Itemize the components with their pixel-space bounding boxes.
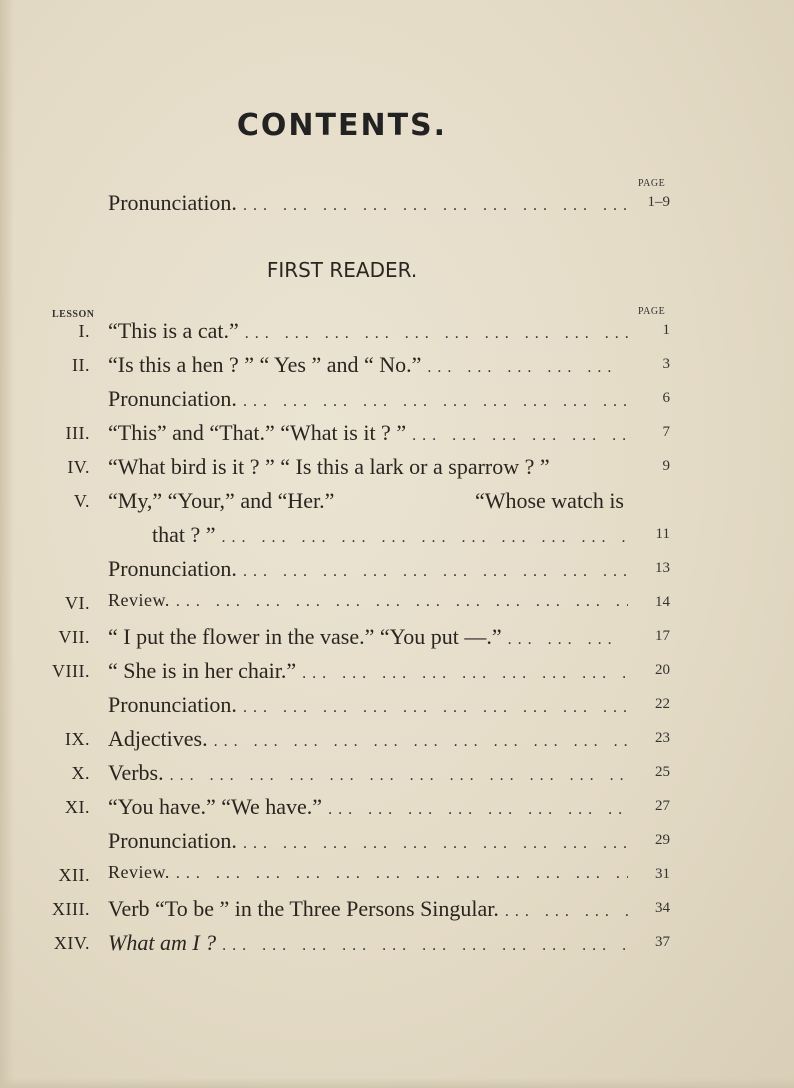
toc-row-continuation bbox=[0, 522, 794, 556]
lesson-number: III. bbox=[65, 423, 90, 443]
entry-text: Pronunciation. bbox=[108, 828, 237, 853]
leader-dots bbox=[505, 903, 628, 921]
leader-dots bbox=[243, 835, 628, 853]
lesson-number: VII. bbox=[58, 627, 90, 647]
entry-page: 31 bbox=[655, 866, 670, 882]
entry-text-wrap bbox=[108, 930, 628, 956]
entry-text: Verbs. bbox=[108, 760, 164, 785]
intro-entry bbox=[0, 190, 794, 224]
entry-page: 6 bbox=[662, 390, 670, 406]
toc-row bbox=[0, 862, 794, 896]
toc-row bbox=[0, 658, 794, 692]
entry-text: Pronunciation. bbox=[108, 556, 237, 581]
leader-dots bbox=[427, 359, 628, 377]
entry-text: “ I put the flower in the vase.” “You put —.” bbox=[108, 624, 502, 649]
entry-text-wrap bbox=[108, 624, 628, 650]
toc-row bbox=[0, 386, 794, 420]
lesson-column-header: LESSON bbox=[52, 309, 95, 320]
toc-row bbox=[0, 828, 794, 862]
toc-row bbox=[0, 454, 794, 488]
entry-text: “Is this a hen ? ” “ Yes ” and “ No.” bbox=[108, 352, 422, 377]
entry-text: Review. bbox=[108, 862, 170, 882]
lesson-number: II. bbox=[72, 355, 90, 375]
toc-row bbox=[0, 488, 794, 522]
entry-page: 7 bbox=[662, 424, 670, 440]
leader-dots bbox=[245, 325, 628, 343]
entry-page: 29 bbox=[655, 832, 670, 848]
entry-page: 37 bbox=[655, 934, 670, 950]
entry-page: 20 bbox=[655, 662, 670, 678]
leader-dots bbox=[170, 767, 628, 785]
entry-text-wrap bbox=[108, 760, 628, 786]
entry-page: 3 bbox=[662, 356, 670, 372]
leader-dots bbox=[176, 865, 628, 883]
toc-row bbox=[0, 692, 794, 726]
lesson-number: XI. bbox=[65, 797, 90, 817]
leader-dots bbox=[243, 563, 628, 581]
leader-dots bbox=[222, 937, 628, 955]
lesson-number: IX. bbox=[65, 729, 90, 749]
toc-row bbox=[0, 760, 794, 794]
entry-page: 13 bbox=[655, 560, 670, 576]
leader-dots bbox=[243, 197, 628, 215]
entry-page: 22 bbox=[655, 696, 670, 712]
page-title: CONTENTS. bbox=[236, 108, 448, 143]
lesson-number: XIV. bbox=[53, 933, 90, 953]
entry-page: 14 bbox=[655, 594, 670, 610]
entry-page: 1–9 bbox=[647, 194, 670, 210]
entry-page: 34 bbox=[655, 900, 670, 916]
entry-page: 25 bbox=[655, 764, 670, 780]
toc-row bbox=[0, 896, 794, 930]
entry-text-wrap bbox=[108, 692, 628, 718]
entry-text-wrap bbox=[108, 896, 628, 922]
toc-row bbox=[0, 352, 794, 386]
leader-dots bbox=[412, 427, 628, 445]
lesson-number: VIII. bbox=[52, 661, 90, 681]
entry-text-line1 bbox=[108, 488, 624, 514]
entry-text-wrap bbox=[108, 658, 628, 684]
entry-page: 1 bbox=[662, 322, 670, 338]
entry-text: “You have.” “We have.” bbox=[108, 794, 323, 819]
entry-text: “What bird is it ? ” “ Is this a lark or a sparrow ? ” bbox=[108, 454, 550, 479]
toc-row bbox=[0, 794, 794, 828]
entry-text: What am I ? bbox=[108, 930, 217, 955]
page-column-header: PAGE bbox=[638, 178, 666, 189]
entry-page: 27 bbox=[655, 798, 670, 814]
entry-text-wrap bbox=[108, 862, 628, 883]
entry-text-wrap bbox=[108, 386, 628, 412]
entry-text: “This is a cat.” bbox=[108, 318, 239, 343]
entry-text-wrap bbox=[108, 794, 628, 820]
entry-text-wrap bbox=[108, 828, 628, 854]
lesson-number: V. bbox=[73, 491, 90, 511]
entry-text: Review. bbox=[108, 590, 170, 610]
lesson-number: VI. bbox=[65, 593, 90, 613]
entry-text-wrap bbox=[152, 522, 628, 548]
entry-text: Pronunciation. bbox=[108, 692, 237, 717]
entry-text: “This” and “That.” “What is it ? ” bbox=[108, 420, 407, 445]
toc-row bbox=[0, 624, 794, 658]
page-bottom-shadow bbox=[0, 1078, 794, 1088]
entry-text-wrap bbox=[108, 190, 628, 216]
entry-text: that ? ” bbox=[152, 522, 216, 547]
lesson-number: XIII. bbox=[52, 899, 90, 919]
entry-text-wrap bbox=[108, 352, 628, 378]
toc-row bbox=[0, 318, 794, 352]
leader-dots bbox=[176, 593, 628, 611]
lesson-number: IV. bbox=[67, 457, 90, 477]
leader-dots bbox=[243, 699, 628, 717]
toc-row bbox=[0, 930, 794, 964]
leader-dots bbox=[302, 665, 628, 683]
entry-text: “ She is in her chair.” bbox=[108, 658, 297, 683]
entry-text-wrap bbox=[108, 590, 628, 611]
leader-dots bbox=[214, 733, 628, 751]
leader-dots bbox=[222, 529, 628, 547]
toc-row bbox=[0, 556, 794, 590]
leader-dots bbox=[328, 801, 628, 819]
section-title: FIRST READER. bbox=[266, 258, 418, 282]
entry-page: 23 bbox=[655, 730, 670, 746]
entry-text-wrap bbox=[108, 556, 628, 582]
lesson-number: I. bbox=[78, 321, 90, 341]
entry-text: Pronunciation. bbox=[108, 190, 237, 215]
lesson-number: X. bbox=[71, 763, 90, 783]
entry-text-wrap bbox=[108, 454, 628, 480]
entry-text-wrap bbox=[108, 318, 628, 344]
leader-dots bbox=[508, 631, 628, 649]
lesson-number: XII. bbox=[58, 865, 90, 885]
page-column-header-2: PAGE bbox=[638, 306, 666, 317]
entry-page: 11 bbox=[655, 526, 670, 542]
entry-text: Pronunciation. bbox=[108, 386, 237, 411]
entry-page: 9 bbox=[662, 458, 670, 474]
entry-text: Verb “To be ” in the Three Persons Singular. bbox=[108, 896, 499, 921]
toc-row bbox=[0, 726, 794, 760]
entry-text-part: “Whose watch is bbox=[474, 488, 624, 513]
entry-text-wrap bbox=[108, 726, 628, 752]
entry-text: Adjectives. bbox=[108, 726, 208, 751]
entry-page: 17 bbox=[655, 628, 670, 644]
leader-dots bbox=[243, 393, 628, 411]
entry-text-wrap bbox=[108, 420, 628, 446]
entry-text-part: “My,” “Your,” and “Her.” bbox=[108, 488, 335, 513]
toc-row bbox=[0, 420, 794, 454]
toc-row bbox=[0, 590, 794, 624]
